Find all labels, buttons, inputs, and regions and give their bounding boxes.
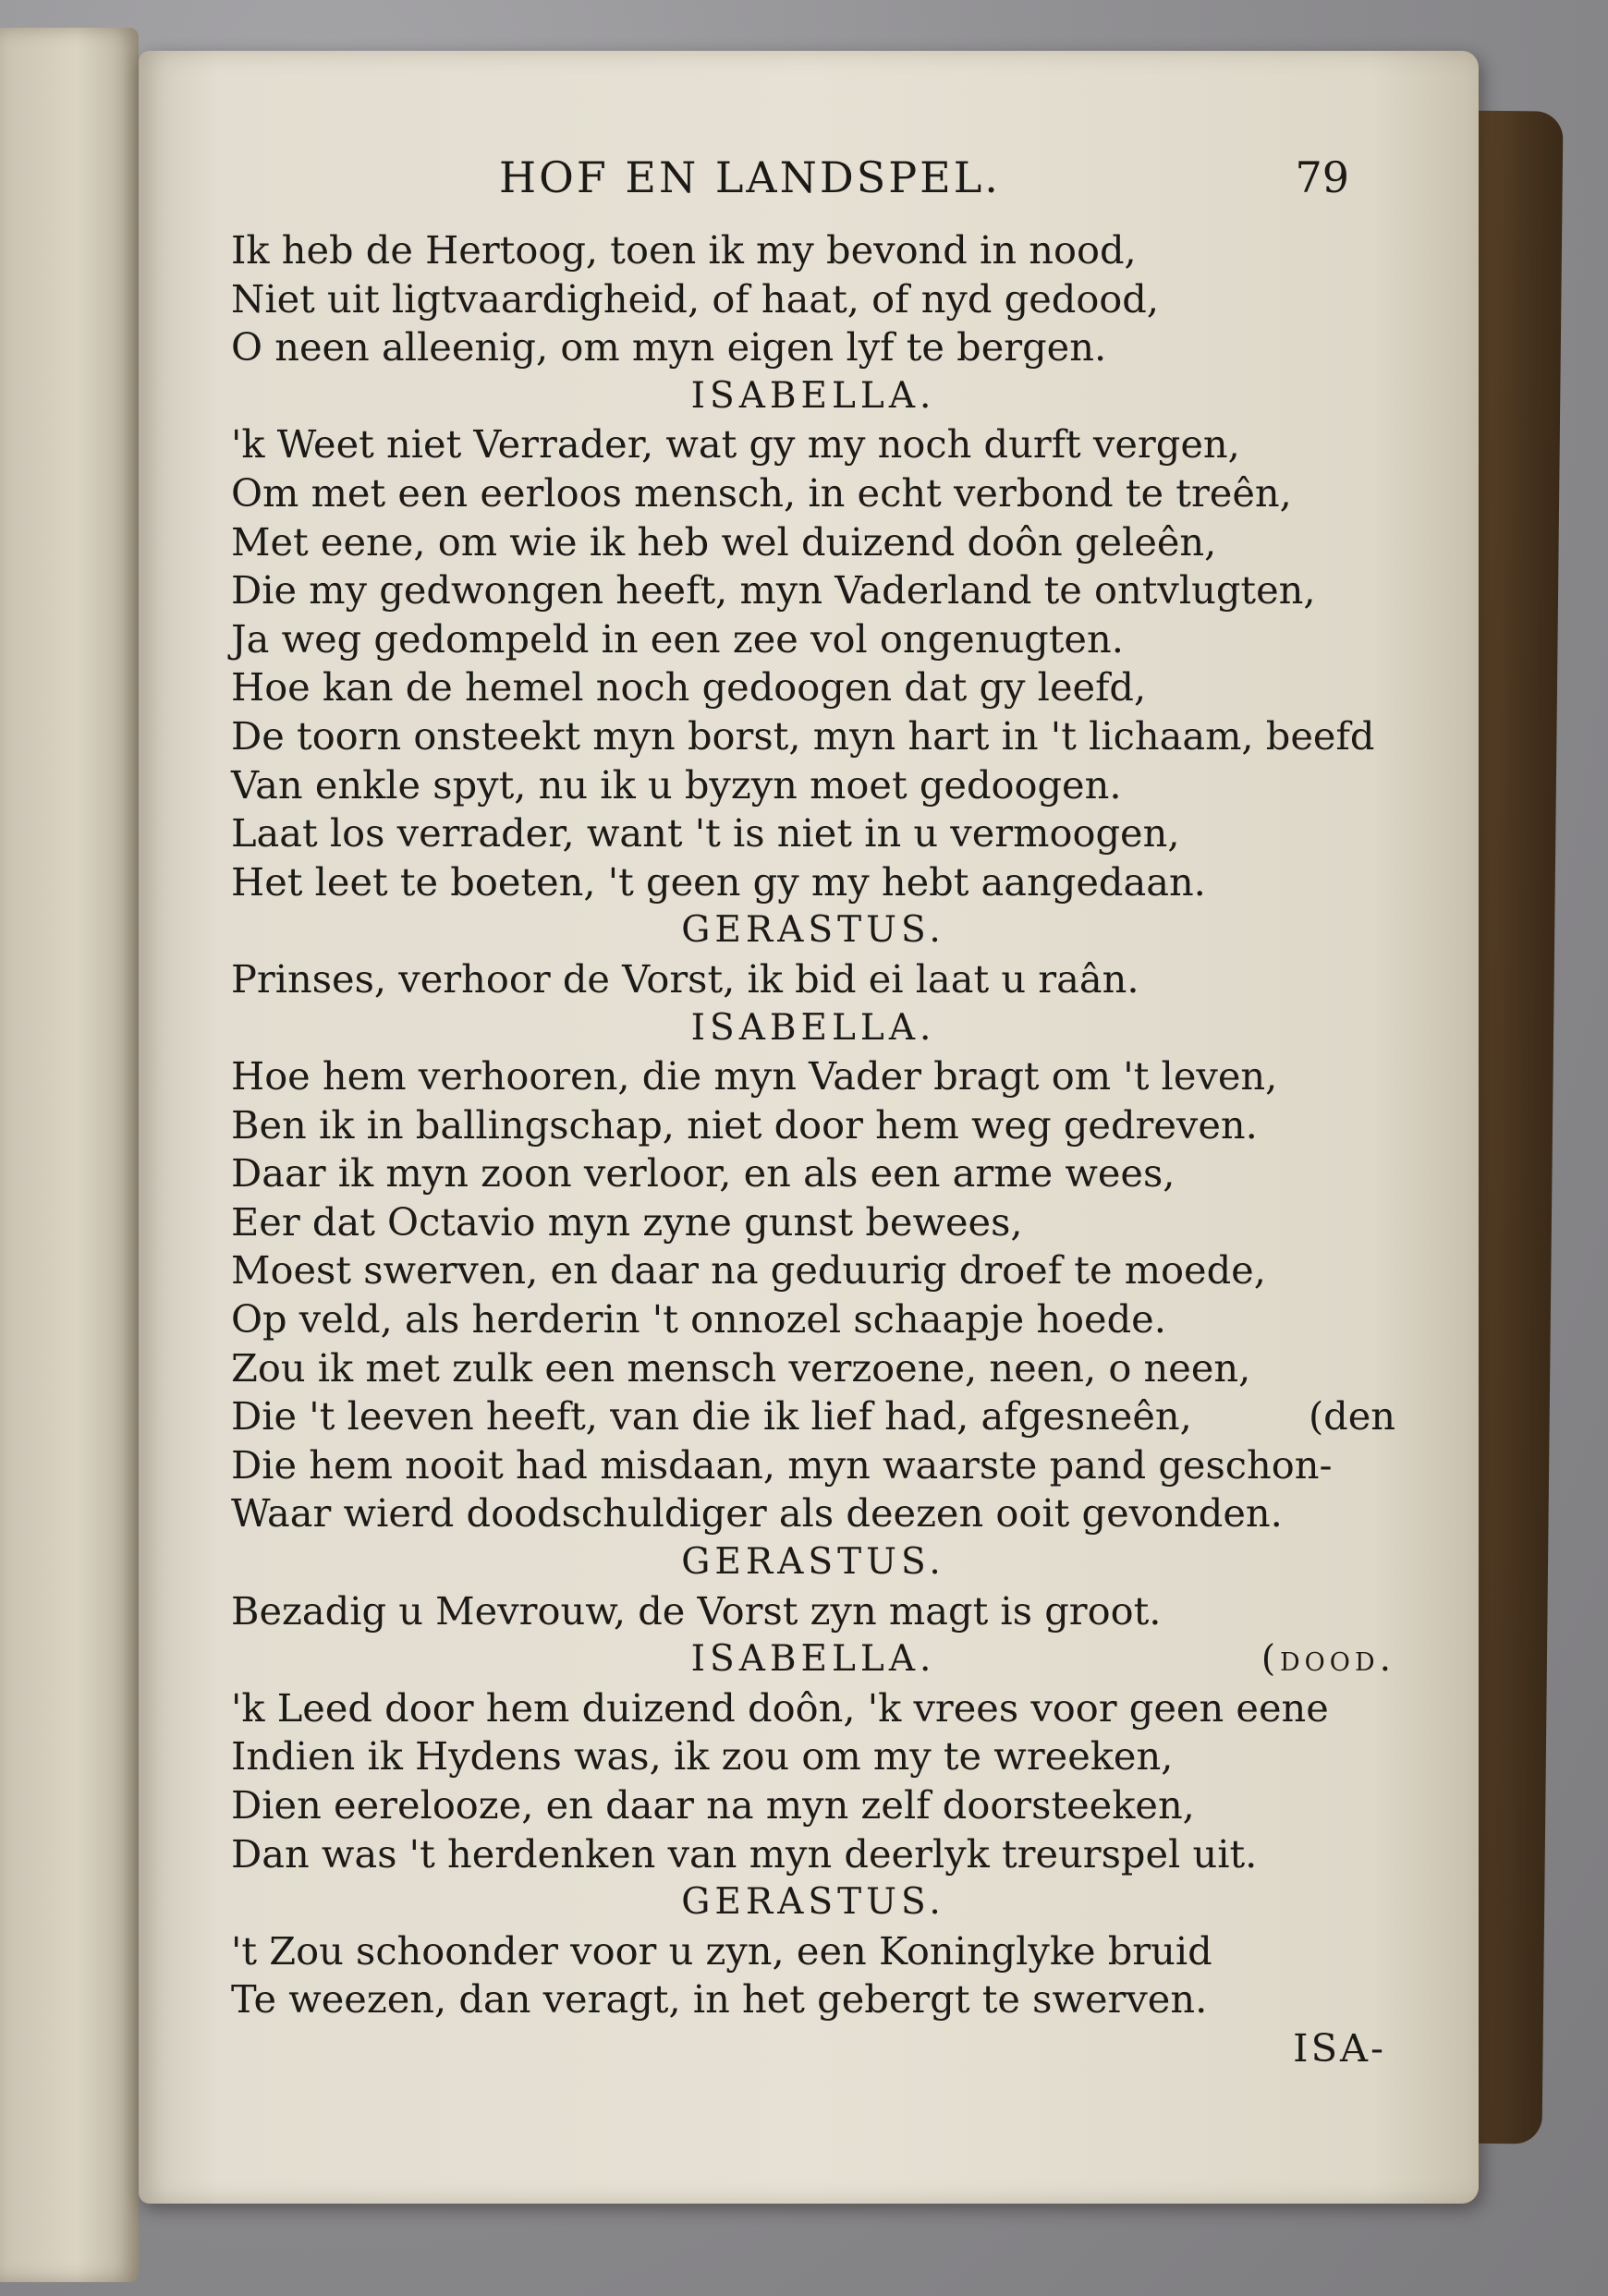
verse-line xyxy=(231,809,1395,858)
line-text: Ben ik in ballingschap, niet door hem weg gedreven. xyxy=(231,1101,1258,1148)
speaker-name xyxy=(231,1004,1395,1053)
line-text: O neen alleenig, om myn eigen lyf te bergen. xyxy=(231,324,1107,371)
catchword xyxy=(231,2024,1395,2073)
verse-line xyxy=(231,1052,1395,1101)
line-text: De toorn onsteekt myn borst, myn hart in 't lichaam, beefd xyxy=(231,712,1375,759)
line-text: Die my gedwongen heeft, myn Vaderland te ontvlugten, xyxy=(231,567,1316,613)
verse-line xyxy=(231,1587,1395,1636)
verse-line xyxy=(231,1781,1395,1830)
speaker-name xyxy=(231,1538,1395,1587)
verse-line xyxy=(231,955,1395,1004)
verse-line xyxy=(231,858,1395,907)
line-text: Om met een eerloos mensch, in echt verbond te treên, xyxy=(231,469,1292,516)
verse-line xyxy=(231,566,1395,615)
line-text: 'k Weet niet Verrader, wat gy my noch durft vergen, xyxy=(231,421,1240,468)
line-text: GERASTUS. xyxy=(681,909,945,952)
line-text: Op veld, als herderin 't onnozel schaapje hoede. xyxy=(231,1296,1166,1342)
verse-line xyxy=(231,420,1395,469)
line-text: 't Zou schoonder voor u zyn, een Koninglyke bruid xyxy=(231,1927,1212,1974)
verse-line xyxy=(231,1295,1395,1344)
speaker-name xyxy=(231,1878,1395,1927)
verse-line xyxy=(231,1684,1395,1733)
line-text: Prinses, verhoor de Vorst, ik bid ei laat u raân. xyxy=(231,955,1139,1002)
verse-line xyxy=(231,1344,1395,1393)
line-text: Ja weg gedompeld in een zee vol ongenugten. xyxy=(231,615,1124,662)
line-text: GERASTUS. xyxy=(681,1881,945,1924)
verse-line xyxy=(231,761,1395,810)
line-text: Daar ik myn zoon verloor, en als een arme wees, xyxy=(231,1150,1176,1197)
line-text: Indien ik Hydens was, ik zou om my te wreeken, xyxy=(231,1733,1174,1780)
line-text: Ik heb de Hertoog, toen ik my bevond in nood, xyxy=(231,227,1137,273)
verse-line xyxy=(231,1246,1395,1295)
line-overflow: (den xyxy=(1308,1393,1395,1440)
line-overflow: (dood. xyxy=(1261,1638,1395,1681)
verse-line xyxy=(231,1927,1395,1976)
verse-line xyxy=(231,1149,1395,1198)
verse-line xyxy=(231,275,1395,324)
speaker-name xyxy=(231,1635,1395,1684)
line-text: Laat los verrader, want 't is niet in u vermoogen, xyxy=(231,810,1180,856)
line-text: Die hem nooit had misdaan, myn waarste pand geschon- xyxy=(231,1441,1333,1488)
verse-line xyxy=(231,323,1395,372)
verse-line xyxy=(231,1830,1395,1879)
line-text: ISA- xyxy=(1293,2024,1386,2071)
verse-lines xyxy=(231,226,1395,2073)
verse-line xyxy=(231,1489,1395,1538)
line-text: Dan was 't herdenken van myn deerlyk treurspel uit. xyxy=(231,1830,1258,1877)
line-text: Niet uit ligtvaardigheid, of haat, of nyd gedood, xyxy=(231,275,1160,322)
line-text: Die 't leeven heeft, van die ik lief had, afgesneên, xyxy=(231,1393,1192,1440)
running-title: HOF EN LANDSPEL. xyxy=(499,152,1001,202)
line-text: Eer dat Octavio myn zyne gunst bewees, xyxy=(231,1198,1023,1245)
verse-line xyxy=(231,1441,1395,1490)
line-text: Hoe kan de hemel noch gedoogen dat gy leefd, xyxy=(231,664,1147,711)
verse-line xyxy=(231,1198,1395,1247)
line-text: Dien eerelooze, en daar na myn zelf doorsteeken, xyxy=(231,1782,1195,1828)
verse-line xyxy=(231,1975,1395,2024)
verse-line xyxy=(231,469,1395,518)
verse-line xyxy=(231,663,1395,712)
line-text: GERASTUS. xyxy=(681,1541,945,1584)
running-head xyxy=(231,152,1395,226)
line-text: ISABELLA. xyxy=(690,1638,936,1681)
line-text: 'k Leed door hem duizend doôn, 'k vrees voor geen eene xyxy=(231,1684,1329,1731)
verse-line xyxy=(231,615,1395,664)
line-text: Met eene, om wie ik heb wel duizend doôn geleên, xyxy=(231,518,1217,565)
page-content xyxy=(231,152,1395,2111)
speaker-name xyxy=(231,906,1395,955)
page-number: 79 xyxy=(1295,152,1349,202)
line-text: Het leet te boeten, 't geen gy my hebt aangedaan. xyxy=(231,858,1206,905)
line-text: Te weezen, dan veragt, in het gebergt te swerven. xyxy=(231,1976,1208,2023)
line-text: Van enkle spyt, nu ik u byzyn moet gedoogen. xyxy=(231,761,1122,808)
verse-line xyxy=(231,712,1395,761)
line-text: Hoe hem verhooren, die myn Vader bragt om 't leven, xyxy=(231,1053,1278,1099)
book-page xyxy=(139,51,1479,2204)
speaker-name xyxy=(231,372,1395,421)
line-text: Bezadig u Mevrouw, de Vorst zyn magt is groot. xyxy=(231,1587,1162,1634)
line-text: ISABELLA. xyxy=(690,1006,936,1049)
verse-line xyxy=(231,1101,1395,1150)
verse-line xyxy=(231,1392,1395,1441)
line-text: Zou ik met zulk een mensch verzoene, neen, o neen, xyxy=(231,1344,1251,1391)
verse-line xyxy=(231,226,1395,275)
line-text: ISABELLA. xyxy=(690,374,936,417)
left-page-edge xyxy=(0,28,139,2282)
verse-line xyxy=(231,1732,1395,1781)
verse-line xyxy=(231,518,1395,567)
line-text: Waar wierd doodschuldiger als deezen ooit gevonden. xyxy=(231,1490,1283,1537)
line-text: Moest swerven, en daar na geduurig droef te moede, xyxy=(231,1247,1266,1294)
